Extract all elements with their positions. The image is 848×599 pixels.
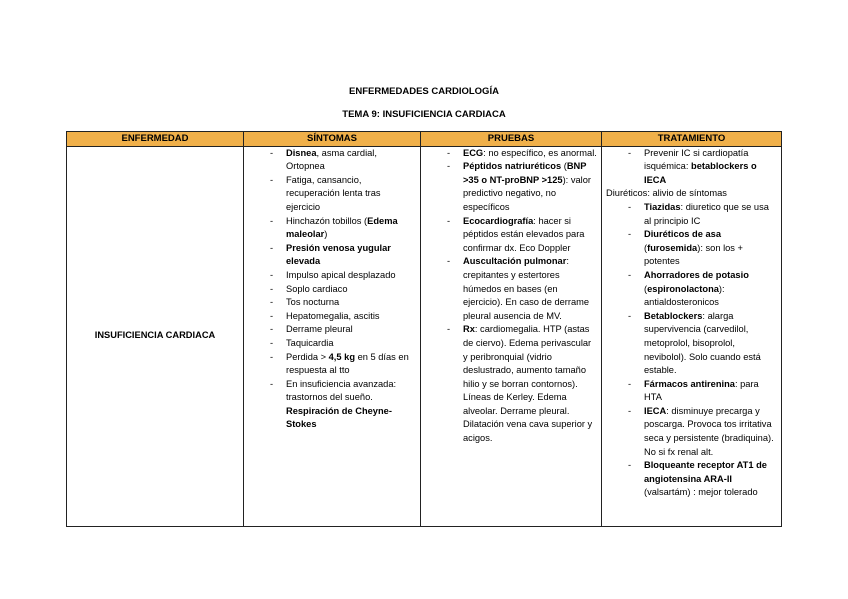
list-item: - Prevenir IC si cardiopatía isquémica: betablockers o IECA (602, 147, 781, 188)
list-item: - Diuréticos de asa (furosemida): son los + potentes (602, 228, 781, 269)
list-item: - Soplo cardiaco (244, 283, 420, 297)
table-row (67, 146, 782, 526)
list-item: - Péptidos natriuréticos (BNP >35 o NT-proBNP >125): valor predictivo negativo, no específicos (421, 160, 601, 214)
list-item: - Tos nocturna (244, 296, 420, 310)
treatment-cell (602, 146, 782, 526)
list-item: - Hinchazón tobillos (Edema maleolar) (244, 215, 420, 242)
treatment-diuretics-line: Diuréticos: alivio de síntomas (606, 188, 727, 199)
symptoms-cell (244, 146, 421, 526)
list-item: - Bloqueante receptor AT1 de angiotensina ARA-II (valsartám) : mejor tolerado (602, 459, 781, 500)
list-item: - Fármacos antirenina: para HTA (602, 378, 781, 405)
list-item: - Rx: cardiomegalia. HTP (astas de ciervo). Edema perivascular y peribronquial (vidrio deslustrado, aumento tamaño hilio y se borran contornos). Líneas de Kerley. Edema alveolar. Derrame pleural. Dilatación vena cava superior y acigos. (421, 323, 601, 445)
list-item: - ECG: no específico, es anormal. (421, 147, 601, 161)
list-item: - Ecocardiografía: hacer si péptidos están elevados para confirmar dx. Eco Doppler (421, 215, 601, 256)
list-item: - Disnea, asma cardial, Ortopnea (244, 147, 420, 174)
list-item: - Perdida > 4,5 kg en 5 días en respuesta al tto (244, 351, 420, 378)
list-item: - Tiazidas: diuretico que se usa al principio IC (602, 201, 781, 228)
list-item: - Hepatomegalia, ascitis (244, 310, 420, 324)
symptoms-list (244, 147, 420, 405)
table-header-row (67, 132, 782, 147)
list-item: - Fatiga, cansancio, recuperación lenta tras ejercicio (244, 174, 420, 215)
list-item: - Impulso apical desplazado (244, 269, 420, 283)
treatment-first-list (602, 147, 781, 188)
header-tratamiento: TRATAMIENTO (602, 132, 782, 147)
list-item: - Auscultación pulmonar: crepitantes y estertores húmedos en bases (en ejercicio). En caso de derrame pleural ausencia de MV. (421, 255, 601, 323)
list-item: - Taquicardia (244, 337, 420, 351)
tests-cell (421, 146, 602, 526)
list-item: - Derrame pleural (244, 323, 420, 337)
document-title: ENFERMEDADES CARDIOLOGÍA (349, 86, 499, 97)
disease-table (66, 131, 782, 527)
list-item: - Presión venosa yugular elevada (244, 242, 420, 269)
header-sintomas: SÍNTOMAS (244, 132, 421, 147)
tests-list (421, 147, 601, 446)
document-subtitle: TEMA 9: INSUFICIENCIA CARDIACA (342, 109, 506, 120)
treatment-list (602, 201, 781, 500)
symptoms-note: Respiración de Cheyne-Stokes (286, 405, 392, 430)
header-pruebas: PRUEBAS (421, 132, 602, 147)
list-item: - En insuficiencia avanzada: trastornos del sueño. (244, 378, 420, 405)
header-enfermedad: ENFERMEDAD (67, 132, 244, 147)
list-item: - Ahorradores de potasio (espironolactona): antialdosteronicos (602, 269, 781, 310)
list-item: - Betablockers: alarga supervivencia (carvedilol, metoprolol, bisoprolol, nevibolol). Solo cuando está estable. (602, 310, 781, 378)
disease-cell: INSUFICIENCIA CARDIACA (67, 146, 244, 526)
list-item: - IECA: disminuye precarga y poscarga. Provoca tos irritativa seca y persistente (bradiquina). No si fx renal alt. (602, 405, 781, 459)
